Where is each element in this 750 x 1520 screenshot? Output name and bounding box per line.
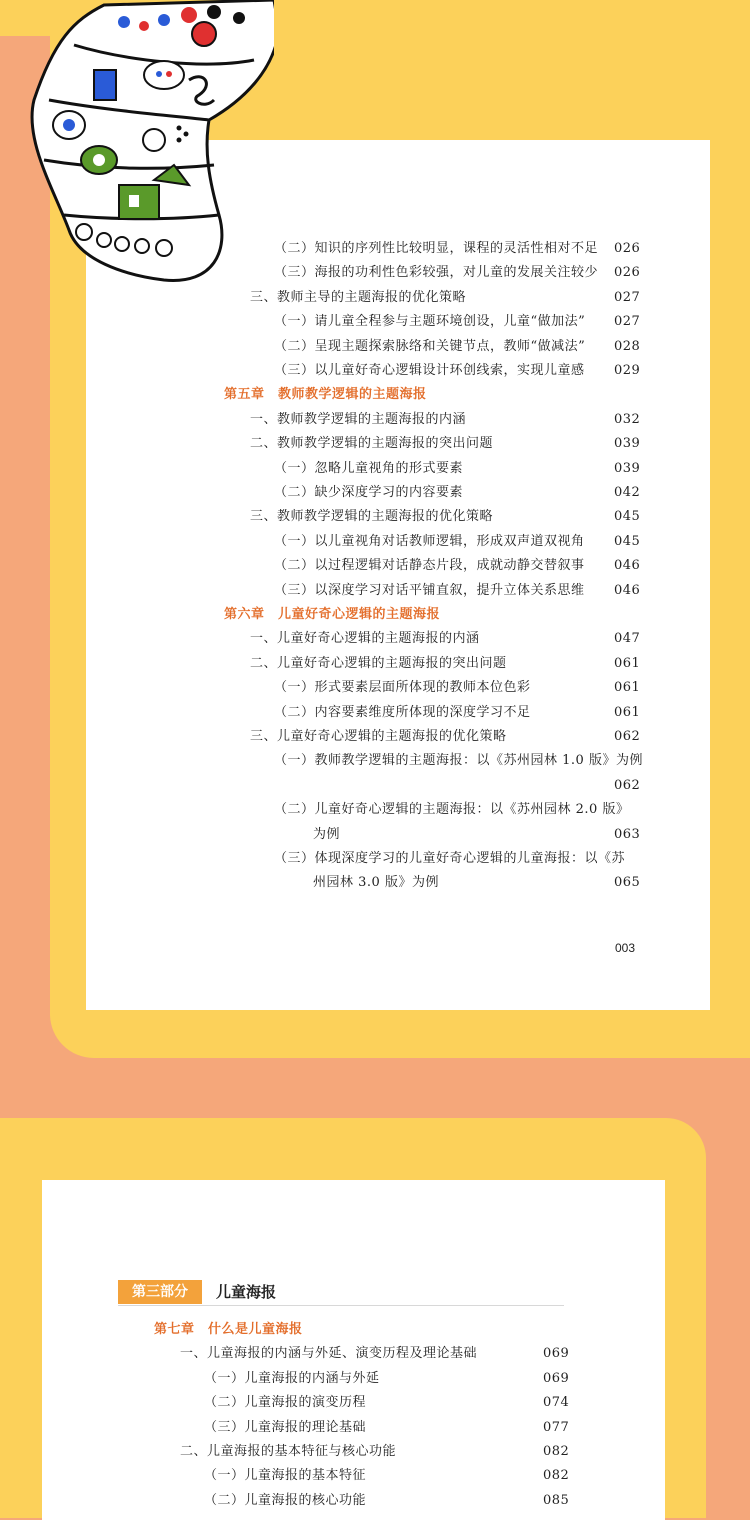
toc-entry-page: 063 (614, 826, 641, 842)
toc-entry-title: （二）知识的序列性比较明显，课程的灵活性相对不足 (274, 241, 599, 256)
toc-entry-title: （三）以深度学习对话平铺直叙，提升立体关系思维 (274, 582, 585, 598)
part-title: 儿童海报 (216, 1283, 277, 1301)
toc-entry-title: 三、教师主导的主题海报的优化策略 (250, 289, 467, 305)
toc-entry-page: 026 (614, 241, 641, 256)
toc-entry-page: 039 (614, 436, 641, 452)
toc-entry-title: （三）儿童海报的理论基础 (204, 1419, 367, 1435)
toc-entry-page: 062 (614, 777, 641, 793)
toc-entry-page: 045 (614, 533, 641, 549)
part-divider (118, 1305, 564, 1306)
toc-entry-page: 046 (614, 558, 641, 574)
toc-entry-title: 三、儿童好奇心逻辑的主题海报的优化策略 (250, 729, 507, 744)
toc-entry-title: （二）儿童好奇心逻辑的主题海报：以《苏州园林 2.0 版》 (274, 802, 630, 818)
toc-entry-page: 027 (614, 289, 641, 305)
toc-entry-title: （二）儿童海报的核心功能 (204, 1492, 367, 1508)
toc-entry-title: 二、儿童海报的基本特征与核心功能 (180, 1444, 397, 1459)
toc-entry-title: （二）缺少深度学习的内容要素 (274, 485, 464, 500)
toc-entry-page: 028 (614, 338, 641, 354)
toc-entry-page: 065 (614, 875, 641, 891)
toc-entry-page: 027 (614, 314, 641, 330)
toc-entry-title: 一、儿童海报的内涵与外延、演变历程及理论基础 (180, 1346, 478, 1362)
toc-entry-page: 074 (543, 1395, 570, 1411)
toc-entry-title: 为例 (313, 826, 341, 842)
toc-entry-title: （一）形式要素层面所体现的教师本位色彩 (274, 680, 531, 696)
toc-entry-page: 061 (614, 680, 641, 696)
toc-entry-page: 062 (614, 729, 641, 744)
toc-entry-page: 069 (543, 1370, 570, 1386)
toc-entry-page: 046 (614, 582, 641, 598)
toc-entry-title: 一、儿童好奇心逻辑的主题海报的内涵 (250, 631, 480, 647)
toc-entry-title: 第七章 什么是儿童海报 (154, 1322, 303, 1337)
child-drawing-illustration (14, 0, 274, 290)
toc-entry-title: （二）呈现主题探索脉络和关键节点，教师“做减法” (274, 338, 586, 354)
toc-entry-title: （一）教师教学逻辑的主题海报：以《苏州园林 1.0 版》为例 (274, 753, 643, 769)
toc-entry-title: 一、教师教学逻辑的主题海报的内涵 (250, 411, 467, 427)
toc-entry-title: 第六章 儿童好奇心逻辑的主题海报 (224, 607, 441, 622)
toc-entry-title: （一）儿童海报的内涵与外延 (204, 1370, 380, 1386)
toc-entry-title: （三）以儿童好奇心逻辑设计环创线索，实现儿童感 (274, 363, 585, 378)
toc-entry-title: （三）体现深度学习的儿童好奇心逻辑的儿童海报：以《苏 (274, 851, 626, 866)
toc-entry-page: 026 (614, 265, 641, 281)
toc-entry-page: 032 (614, 411, 641, 427)
toc-entry-page: 061 (614, 704, 641, 720)
toc-entry-title: 二、教师教学逻辑的主题海报的突出问题 (250, 436, 494, 452)
toc-entry-title: （一）忽略儿童视角的形式要素 (274, 460, 464, 476)
toc-entry-title: （二）儿童海报的演变历程 (204, 1395, 367, 1411)
toc-entry-title: （二）内容要素维度所体现的深度学习不足 (274, 704, 531, 720)
toc-entry-title: 州园林 3.0 版》为例 (313, 875, 439, 891)
toc-entry-page: 085 (543, 1492, 570, 1508)
toc-entry-title: （二）以过程逻辑对话静态片段，成就动静交替叙事 (274, 558, 585, 574)
toc-entry-page: 069 (543, 1346, 570, 1362)
toc-entry-page: 061 (614, 655, 641, 671)
toc-entry-page: 077 (543, 1419, 570, 1435)
page-folio: 003 (615, 941, 636, 955)
toc-entry-title: （一）以儿童视角对话教师逻辑，形成双声道双视角 (274, 533, 585, 549)
part-label: 第三部分 (118, 1280, 202, 1304)
toc-entry-title: 二、儿童好奇心逻辑的主题海报的突出问题 (250, 655, 507, 671)
toc-entry-title: 第五章 教师教学逻辑的主题海报 (224, 387, 427, 403)
toc-entry-page: 082 (543, 1444, 570, 1459)
toc-entry-title: （三）海报的功利性色彩较强，对儿童的发展关注较少 (274, 265, 599, 281)
toc-entry-title: （一）儿童海报的基本特征 (204, 1468, 367, 1484)
toc-entry-page: 082 (543, 1468, 570, 1484)
toc-entry-page: 045 (614, 509, 641, 525)
toc-entry-page: 029 (614, 363, 641, 378)
toc-entry-page: 042 (614, 485, 641, 500)
toc-entry-title: 三、教师教学逻辑的主题海报的优化策略 (250, 509, 494, 525)
toc-entry-page: 039 (614, 460, 641, 476)
toc-entry-page: 047 (614, 631, 641, 647)
toc-entry-title: （一）请儿童全程参与主题环境创设，儿童“做加法” (274, 314, 586, 330)
